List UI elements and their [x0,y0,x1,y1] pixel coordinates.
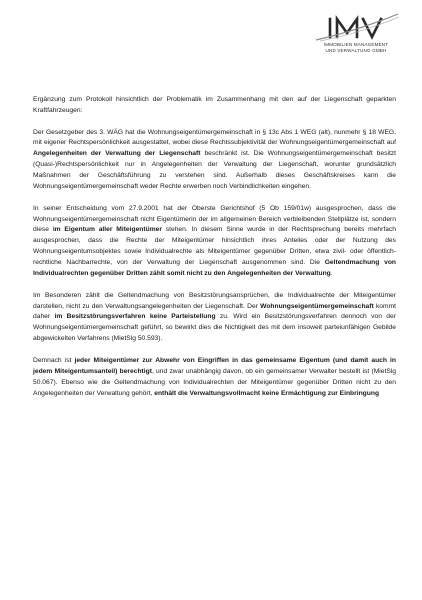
imv-logo-mark [310,11,402,43]
logo-tagline-line2: UND VERWALTUNG GMBH [325,48,387,53]
paragraph-co-owner-rights: Demnach ist jeder Miteigentümer zur Abwehr von Eingriffen in das gemeinsame Eigentum (und damit auch in jedem Miteigentumsanteil) berechtigt, und zwar unabhängig davon, ob ein gemeinsamer Verwalter bestellt ist (MietSlg 50.067). Ebenso wie die Geltendmachung von Individualrechten der Miteigentümer gegenüber Dritten nicht zu den Angelegenheiten der Verwaltung gehört, enthält die Verwaltungsvollmacht keine Ermächtigung zur Einbringung [33,356,396,397]
company-logo [310,11,402,61]
document-body [33,95,396,410]
emphasis-ownership-all-co-owners: im Eigentum aller Miteigentümer [52,226,162,234]
emphasis-individual-rights: Geltendmachung von Individualrechten gegenüber Dritten zählt somit nicht zu den Angelegenheiten der Verwaltung [33,259,396,278]
emphasis-no-authorization: enthält die Verwaltungsvollmacht keine Ermächtigung zur Einbringung [154,389,380,397]
intro-paragraph: Ergänzung zum Protokoll hinsichtlich der Problematik im Zusammenhang mit den auf der Liegenschaft geparkten Kraftfahrzeugen: [33,96,396,114]
logo-tagline-line1: IMMOBILIEN MANAGEMENT [323,42,389,47]
emphasis-each-co-owner-entitled: jeder Miteigentümer zur Abwehr von Eingriffen in das gemeinsame Eigentum (und damit auch in jedem Miteigentumsanteil) berechtigt [33,356,396,375]
paragraph-legal-personality: Der Gesetzgeber des 3. WÄG hat die Wohnungseigentümergemeinschaft in § 13c Abs 1 WEG (alt), nunmehr § 18 WEG, mit eigener Rechtspersönlichkeit ausgestattet, wobei diese Rechtssubjektivität der Wohnungseigentümergemeinschaft auf Angelegenheiten der Verwaltung der Liegenschaft beschränkt ist. Die Wohnungseigentümergemeinschaft besitzt (Quasi-)Rechtspersönlichkeit nur in Angelegenheiten der Verwaltung der Liegenschaft, worunter grundsätzlich Maßnahmen der Geschäftsführung zu verstehen sind. Außerhalb dieses Geschäftskreises kann die Wohnungseigentümergemeinschaft weder Rechte erwerben noch Verbindlichkeiten eingehen. [33,128,397,191]
emphasis-administration-matters: Angelegenheiten der Verwaltung der Liegenschaft [33,150,201,158]
paragraph-supreme-court-decision: In seiner Entscheidung vom 27.9.2001 hat der Oberste Gerichtshof (5 Ob 159/01w) ausgesprochen, dass die Wohnungseigentümergemeinschaft nicht Eigentümerin der im allgemeinen Bereich verbleibenden Stellplätze ist, sondern diese im Eigentum aller Miteigentümer stehen. In diesem Sinne wurde in der Rechtsprechung bereits mehrfach ausgesprochen, dass die Rechte der Miteigentümer hinsichtlich ihres Anteiles oder der Nutzung des Wohnungseigentumsobjektes sowie Individualrechte als Miteigentümer gegenüber Dritten, etwa zivil- oder öffentlich-rechtliche Nachbarrechte, von der Verwaltung der Liegenschaft ausgenommen sind. Die Geltendmachung von Individualrechten gegenüber Dritten zählt somit nicht zu den Angelegenheiten der Verwaltung. [33,204,396,278]
paragraph-trespass-proceedings: Im Besonderen zählt die Geltendmachung von Besitzstörungsansprüchen, die Individualrechte der Miteigentümer darstellen, nicht zu den Verwaltungsangelegenheiten der Liegenschaft. Der Wohnungseigentümergemeinschaft kommt daher im Besitzstörungsverfahren keine Parteistellung zu. Wird ein Besitzstörungsverfahren dennoch von der Wohnungseigentümergemeinschaft geführt, so bewirkt dies die Nichtigkeit des mit dem insoweit parteiunfähigen Gebilde abgewickelten Verfahrens (MietSlg 50.593). [33,291,397,343]
emphasis-owners-association: Wohnungseigentümergemeinschaft [260,302,374,310]
emphasis-no-party-status: im Besitzstörungsverfahren keine Parteistellung [54,313,216,321]
